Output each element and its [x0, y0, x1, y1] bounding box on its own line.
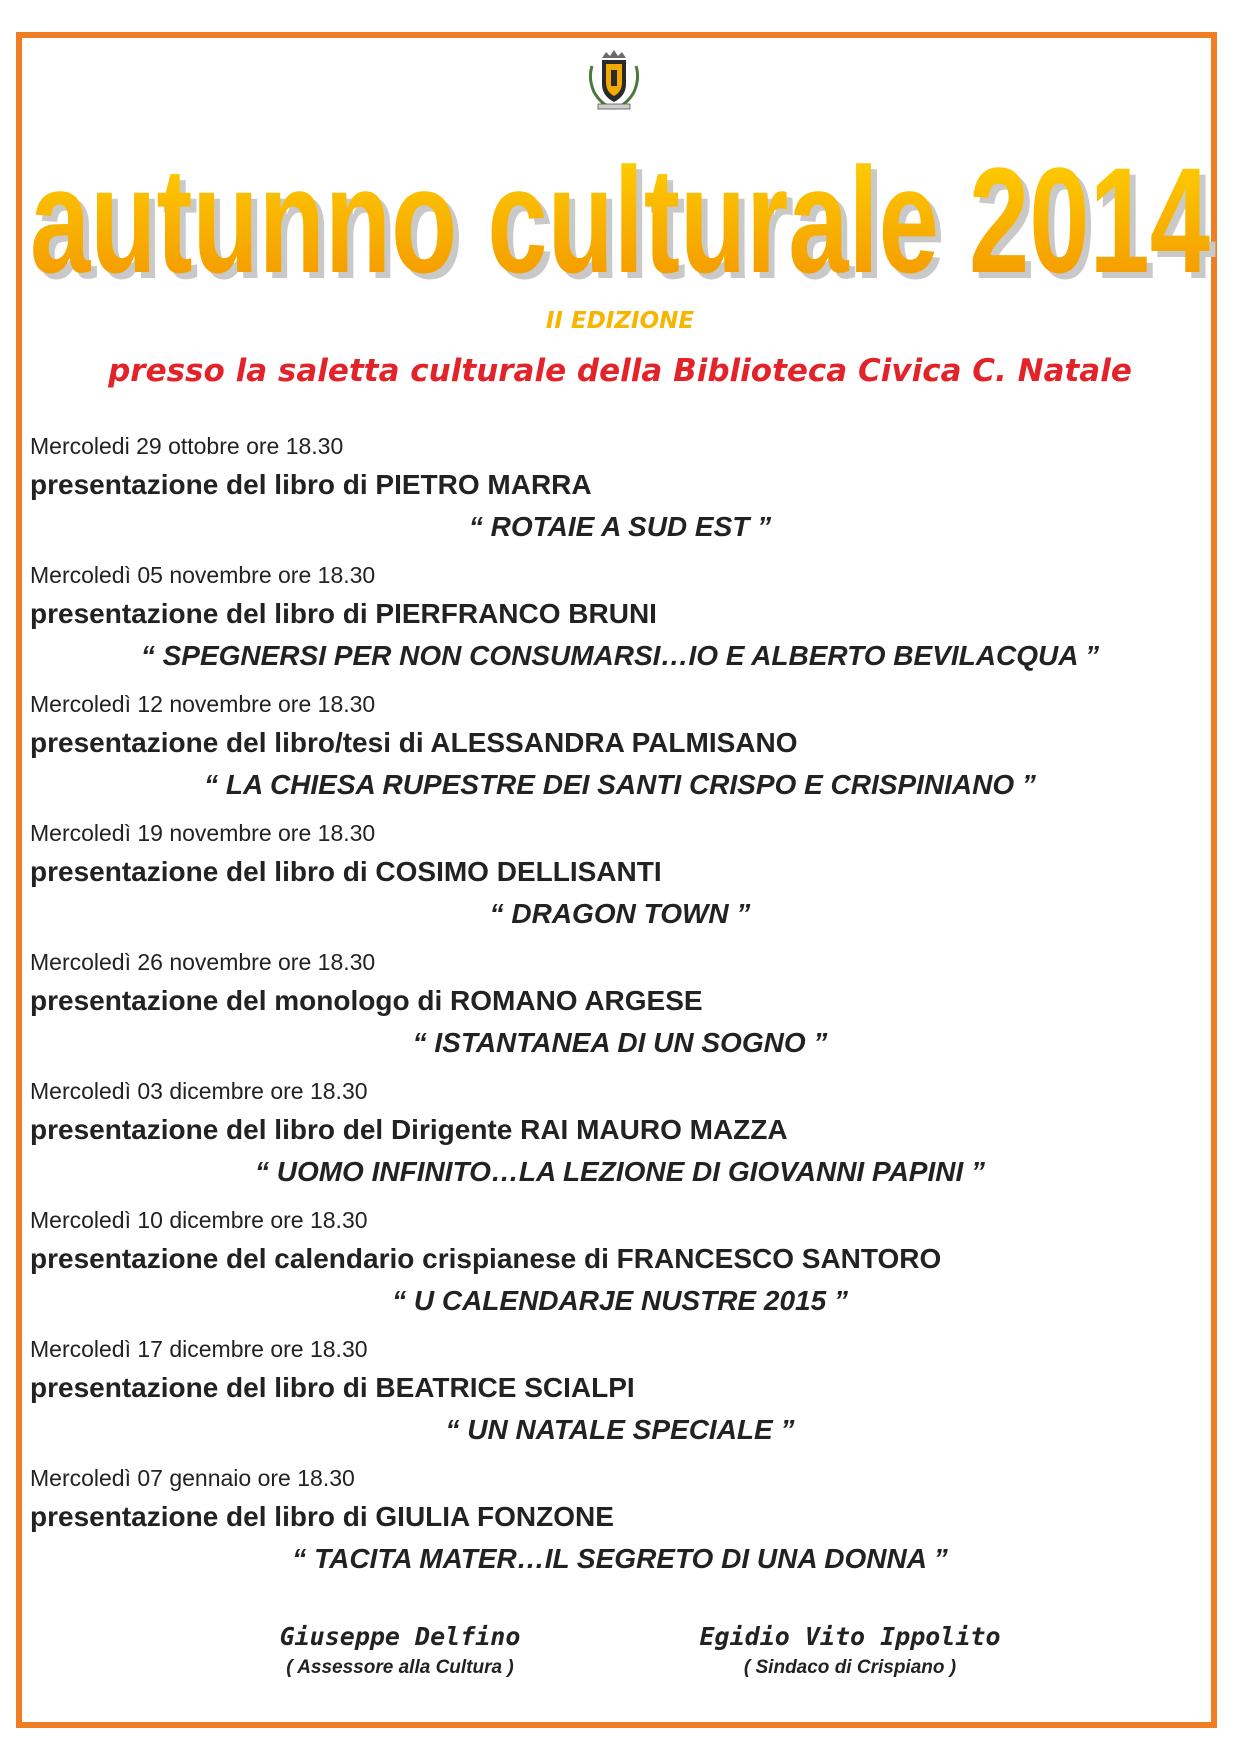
- event-item: [0, 1078, 1240, 1207]
- event-date: Mercoledì 17 dicembre ore 18.30: [30, 1336, 368, 1362]
- event-item: [0, 1465, 1240, 1594]
- event-item: [0, 949, 1240, 1078]
- event-description: presentazione del calendario crispianese di FRANCESCO SANTORO: [30, 1243, 942, 1274]
- event-date: Mercoledi 29 ottobre ore 18.30: [30, 433, 344, 459]
- event-item: [0, 1207, 1240, 1336]
- signature-sindaco: [640, 1622, 1060, 1679]
- event-description: presentazione del monologo di ROMANO ARGESE: [30, 985, 703, 1016]
- signature-role: ( Assessore alla Cultura ): [286, 1657, 514, 1678]
- event-description: presentazione del libro/tesi di ALESSANDRA PALMISANO: [30, 727, 798, 758]
- signature-assessore: [190, 1622, 610, 1679]
- poster-title: [0, 108, 1240, 308]
- edition-label: II EDIZIONE: [545, 308, 695, 334]
- event-date: Mercoledì 10 dicembre ore 18.30: [30, 1207, 368, 1233]
- signature-name: Giuseppe Delfino: [279, 1622, 521, 1651]
- event-item: [0, 691, 1240, 820]
- event-date: Mercoledì 26 novembre ore 18.30: [30, 949, 376, 975]
- event-title: “ ROTAIE A SUD EST ”: [468, 511, 772, 542]
- event-item: [0, 820, 1240, 949]
- venue-line: presso la saletta culturale della Biblioteca Civica C. Natale: [108, 353, 1132, 389]
- event-description: presentazione del libro del Dirigente RAI MAURO MAZZA: [30, 1114, 788, 1145]
- event-title: “ LA CHIESA RUPESTRE DEI SANTI CRISPO E CRISPINIANO ”: [204, 769, 1036, 800]
- svg-text:autunno culturale 2014: autunno culturale 2014: [36, 142, 1216, 308]
- event-date: Mercoledì 12 novembre ore 18.30: [30, 691, 376, 717]
- event-title: “ UN NATALE SPECIALE ”: [445, 1414, 795, 1445]
- event-title: “ U CALENDARJE NUSTRE 2015 ”: [392, 1285, 848, 1316]
- coat-of-arms-icon: [584, 48, 644, 112]
- event-item: [0, 562, 1240, 691]
- event-description: presentazione del libro di PIERFRANCO BRUNI: [30, 598, 657, 629]
- event-description: presentazione del libro di PIETRO MARRA: [30, 469, 592, 500]
- event-title: “ ISTANTANEA DI UN SOGNO ”: [412, 1027, 828, 1058]
- event-title: “ TACITA MATER…IL SEGRETO DI UNA DONNA ”: [292, 1543, 948, 1574]
- event-date: Mercoledì 19 novembre ore 18.30: [30, 820, 376, 846]
- signature-name: Egidio Vito Ippolito: [699, 1622, 1001, 1651]
- event-date: Mercoledì 03 dicembre ore 18.30: [30, 1078, 368, 1104]
- event-title: “ SPEGNERSI PER NON CONSUMARSI…IO E ALBERTO BEVILACQUA ”: [140, 640, 1100, 671]
- event-description: presentazione del libro di BEATRICE SCIALPI: [30, 1372, 635, 1403]
- event-item: [0, 433, 1240, 562]
- event-description: presentazione del libro di GIULIA FONZONE: [30, 1501, 614, 1532]
- event-item: [0, 1336, 1240, 1465]
- poster-title-text: autunno culturale 2014: [30, 136, 1210, 304]
- event-date: Mercoledì 07 gennaio ore 18.30: [30, 1465, 355, 1491]
- signature-role: ( Sindaco di Crispiano ): [743, 1657, 957, 1678]
- event-description: presentazione del libro di COSIMO DELLISANTI: [30, 856, 662, 887]
- event-title: “ UOMO INFINITO…LA LEZIONE DI GIOVANNI PAPINI ”: [254, 1156, 986, 1187]
- event-title: “ DRAGON TOWN ”: [489, 898, 751, 929]
- event-date: Mercoledì 05 novembre ore 18.30: [30, 562, 376, 588]
- event-list: [0, 433, 1240, 1594]
